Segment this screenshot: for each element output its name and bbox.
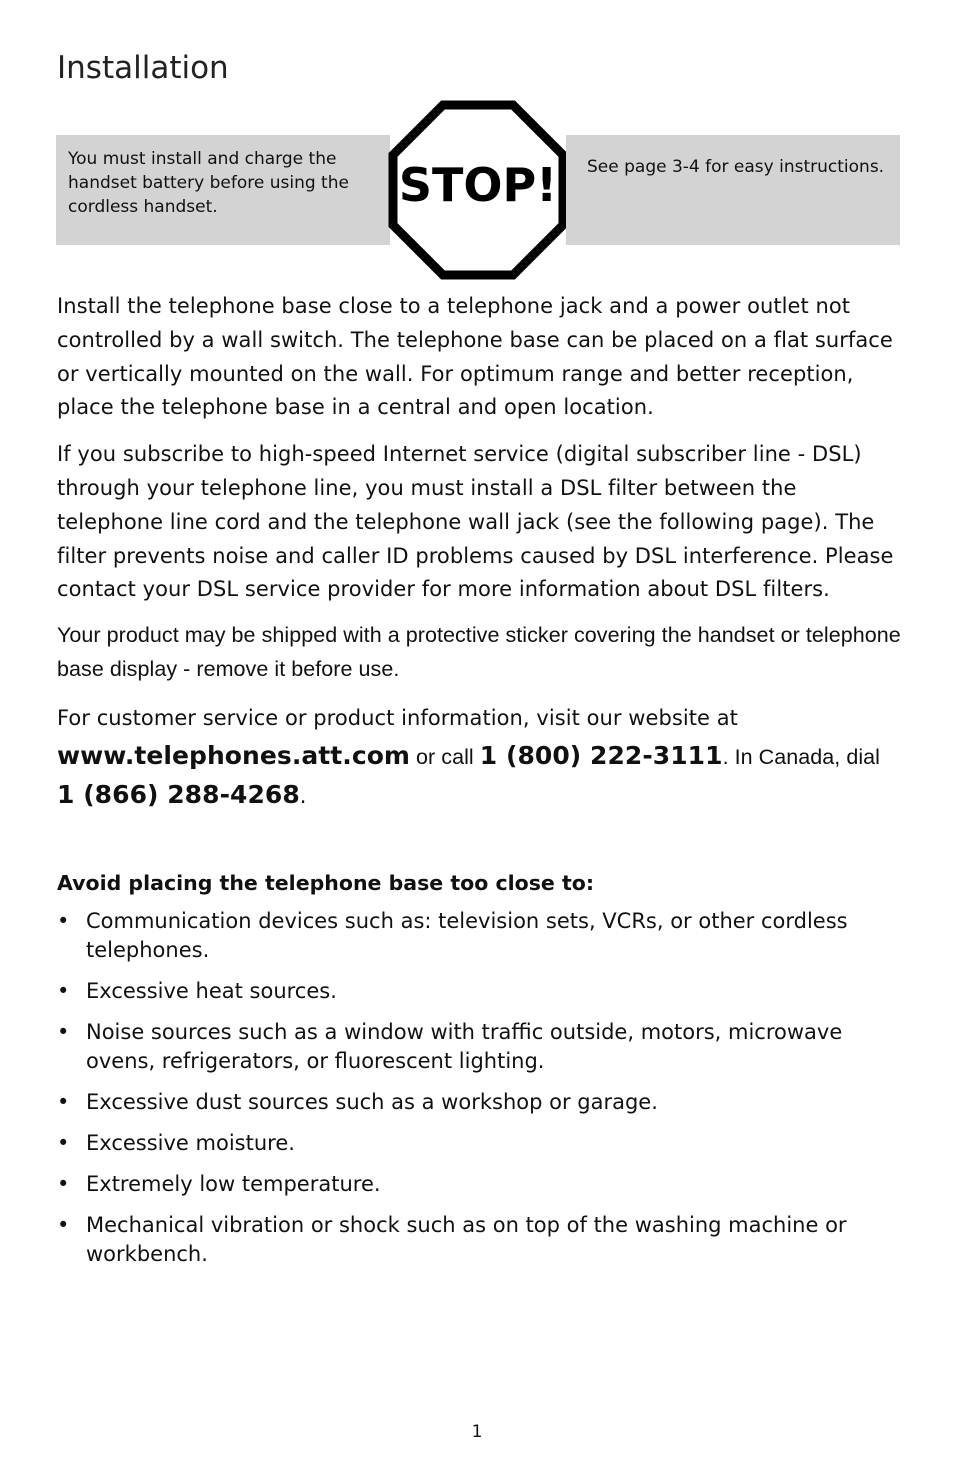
contact-intro: For customer service or product information, visit our website at [57,705,738,730]
stop-label: STOP! [398,158,558,212]
list-item-text: Excessive heat sources. [86,979,337,1003]
page-number: 1 [471,1422,483,1442]
instructions-callout: See page 3-4 for easy instructions. [566,135,900,245]
list-item-text: Excessive moisture. [86,1131,295,1155]
contact-end: . [299,783,307,808]
list-item-text: Extremely low temperature. [86,1172,381,1196]
contact-call-text: or call [410,744,480,769]
bullet-icon: • [57,1131,70,1155]
list-item-text: Noise sources such as a window with traffic outside, motors, microwave ovens, refrigerators, or fluorescent lighting. [86,1020,843,1073]
paragraph-dsl: If you subscribe to high-speed Internet service (digital subscriber line - DSL) through your telephone line, you must install a DSL filter between the telephone line cord and the telephone wall jack (see the following page). The filter prevents noise and caller ID problems caused by DSL interference. Please contact your DSL service provider for more information about DSL filters. [57,442,894,602]
list-item-text: Excessive dust sources such as a workshop or garage. [86,1090,658,1114]
list-item-text: Mechanical vibration or shock such as on top of the washing machine or workbench. [86,1213,847,1266]
bullet-icon: • [57,1020,70,1044]
paragraph-placement: Install the telephone base close to a telephone jack and a power outlet not controlled by a wall switch. The telephone base can be placed on a flat surface or vertically mounted on the wall. For optimum range and better reception, place the telephone base in a central and open location. [57,294,893,420]
bullet-icon: • [57,979,70,1003]
list-item-text: Communication devices such as: television sets, VCRs, or other cordless telephones. [86,909,848,962]
phone-canada: 1 (866) 288-4268 [57,779,300,809]
paragraph-sticker: Your product may be shipped with a protective sticker covering the handset or telephone base display - remove it before use. [57,623,901,681]
list-item [57,1018,902,1076]
list-item [57,907,902,965]
page-title: Installation [57,50,229,86]
phone-us: 1 (800) 222-3111 [479,740,723,770]
list-item [57,1088,902,1117]
list-item [57,1211,902,1269]
bullet-icon: • [57,1090,70,1114]
avoid-list [57,907,902,1281]
customer-service-paragraph [57,700,902,815]
bullet-icon: • [57,1213,70,1237]
battery-warning-callout: You must install and charge the handset battery before using the cordless handset. [56,135,390,245]
avoid-heading: Avoid placing the telephone base too close to: [57,871,595,895]
list-item [57,1170,902,1199]
bullet-icon: • [57,1172,70,1196]
installation-body [57,290,902,828]
bullet-icon: • [57,909,70,933]
list-item [57,1129,902,1158]
website-link[interactable]: www.telephones.att.com [57,740,411,770]
contact-canada-text: . In Canada, dial [722,744,880,769]
list-item [57,977,902,1006]
